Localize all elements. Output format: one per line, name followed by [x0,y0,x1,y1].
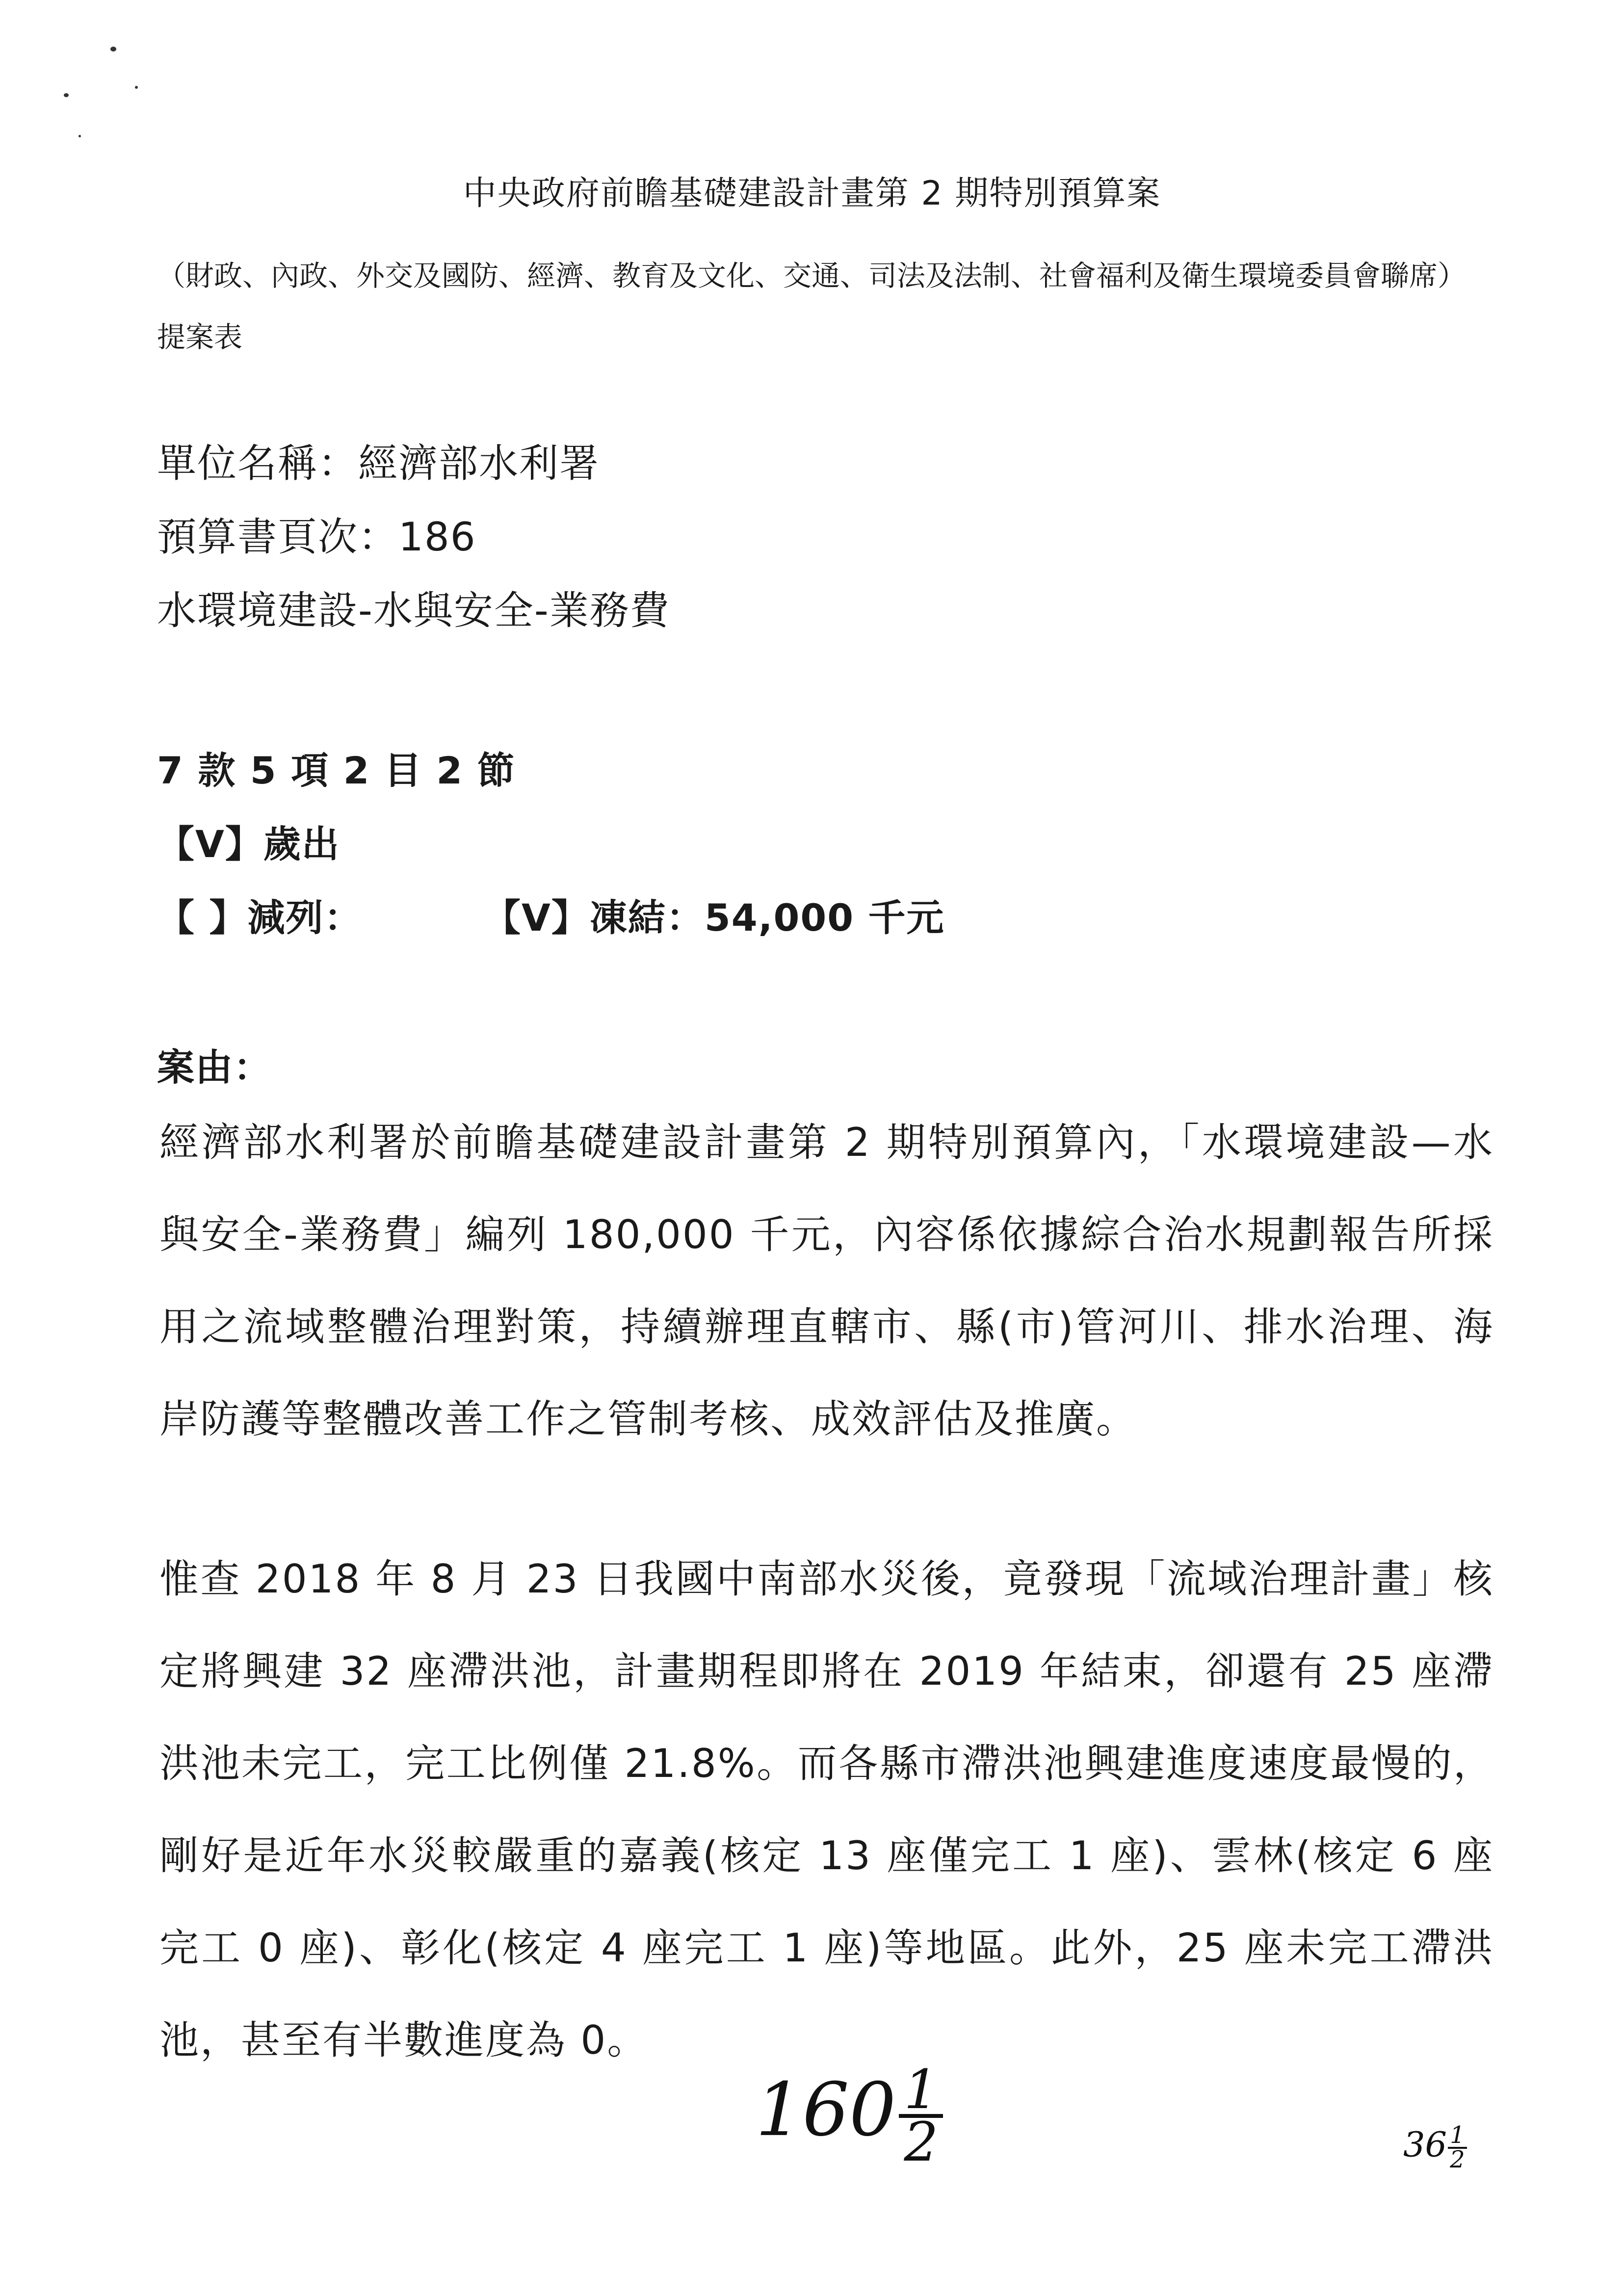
budget-page: 預算書頁次：186 [157,514,476,560]
reason-paragraph-2: 惟查 2018 年 8 月 23 日我國中南部水災後，竟發現「流域治理計畫」核定將興建 32 座滯洪池，計畫期程即將在 2019 年結束，卻還有 25 座滯洪池未完工，完工比例僅 21.8%。而各縣市滯洪池興建進度速度最慢的，剛好是近年水災較嚴重的嘉義(核定 13 座僅完工 1 座)、雲林(核定 6 座完工 0 座)、彰化(核定 4 座完工 1 座)等地區。此外，25 座未完工滯洪池，甚至有半數進度為 0。 [159,1556,1494,2063]
document-subtitle: （財政、內政、外交及國防、經濟、教育及文化、交通、司法及法制、社會福利及衛生環境委員會聯席）提案表 [157,259,1467,354]
handwritten-small-number [1403,2121,1467,2173]
handwritten-number: 160 [756,2067,896,2153]
scan-speck [135,86,138,89]
scan-speck [110,47,116,52]
budget-item: 水環境建設-水與安全-業務費 [157,588,670,633]
expense-check: 【V】歲出 [157,822,340,866]
budget-section: 7 款 5 項 2 目 2 節 [157,749,516,792]
reduce-check: 【 】減列： [157,896,363,939]
freeze-check: 【V】凍結：54,000 千元 [483,896,945,939]
handwritten-fraction: $\frac{1}{2}$ [899,2065,943,2166]
handwritten-number: 36 [1403,2124,1447,2165]
reason-paragraph-1: 經濟部水利署於前瞻基礎建設計畫第 2 期特別預算內，「水環境建設—水與安全-業務費」編列 180,000 千元，內容係依據綜合治水規劃報告所採用之流域整體治理對策，持續辦理直轄市、縣(市)管河川、排水治理、海岸防護等整體改善工作之管制考核、成效評估及推廣。 [159,1120,1494,1442]
handwritten-page-number [756,2058,943,2173]
unit-name: 單位名稱：經濟部水利署 [157,441,600,486]
scan-speck [64,93,69,97]
handwritten-fraction: $\frac{1}{2}$ [1448,2124,1467,2171]
document-title: 中央政府前瞻基礎建設計畫第 2 期特別預算案 [463,174,1161,213]
reason-heading: 案由： [157,1045,272,1089]
scan-speck [79,135,81,137]
